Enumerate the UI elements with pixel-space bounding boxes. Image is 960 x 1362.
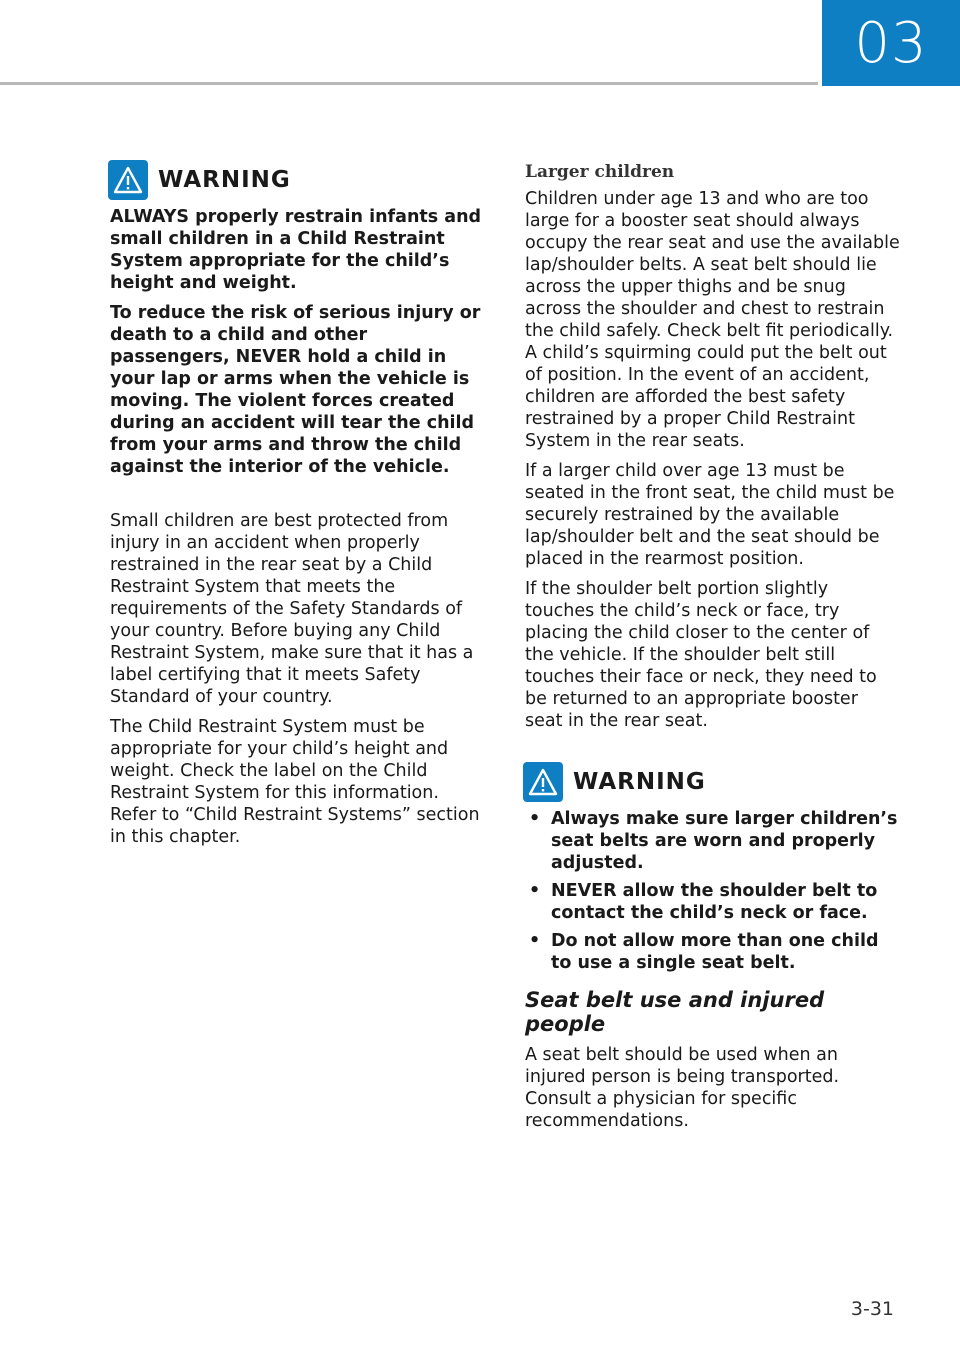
warning-title: WARNING [158,167,291,193]
list-item: • NEVER allow the shoulder belt to contact the child’s neck or face. [525,880,900,924]
list-item: • Do not allow more than one child to use a single seat belt. [525,930,900,974]
body-paragraph: The Child Restraint System must be appropriate for your child’s height and weight. Check the label on the Child Restraint System for this information. Refer to “Child Restraint Systems” section in this chapter. [110,717,480,847]
warning-triangle-icon [523,762,563,802]
body-paragraph: If a larger child over age 13 must be seated in the front seat, the child must be securely restrained by the available lap/shoulder belt and the seat should be placed in the rearmost position. [525,461,895,569]
page-number: 3-31 [850,1298,894,1320]
warning-paragraph: ALWAYS properly restrain infants and small children in a Child Restraint System appropriate for the child’s height and weight. [110,207,482,293]
section-subheading: Seat belt use and injured people [525,988,825,1036]
warning-triangle-icon [108,160,148,200]
section-heading: Larger children [525,162,675,182]
warning-header [110,160,490,200]
warning-title: WARNING [573,769,706,795]
chapter-tab: 03 [822,0,960,86]
warning-header [525,762,900,802]
body-paragraph: Children under age 13 and who are too large for a booster seat should always occupy the rear seat and use the available lap/shoulder belts. A seat belt should lie across the upper thighs and be snug across the shoulder and chest to restrain the child safely. Check belt fit periodically. A child’s squirming could put the belt out of position. In the event of an accident, children are afforded the best safety restrained by a proper Child Restraint System in the rear seats. [525,189,900,451]
warning-bullet-list [525,808,900,974]
warning-paragraph: To reduce the risk of serious injury or death to a child and other passengers, NEVER hold a child in your lap or arms when the vehicle is moving. The violent forces created during an accident will tear the child from your arms and throw the child against the interior of the vehicle. [110,303,481,477]
body-paragraph: A seat belt should be used when an injured person is being transported. Consult a physician for specific recommendations. [525,1045,840,1131]
body-paragraph: If the shoulder belt portion slightly touches the child’s neck or face, try placing the child closer to the center of the vehicle. If the shoulder belt still touches their face or neck, they need to be returned to an appropriate booster seat in the rear seat. [525,579,877,731]
left-column [110,160,490,856]
right-column [525,160,900,1140]
body-paragraph: Small children are best protected from injury in an accident when properly restrained in the rear seat by a Child Restraint System that meets the requirements of the Safety Standards of your country. Before buying any Child Restraint System, make sure that it has a label certifying that it meets Safety Standard of your country. [110,511,474,707]
header-rule [0,82,818,85]
list-item: • Always make sure larger children’s seat belts are worn and properly adjusted. [525,808,900,874]
